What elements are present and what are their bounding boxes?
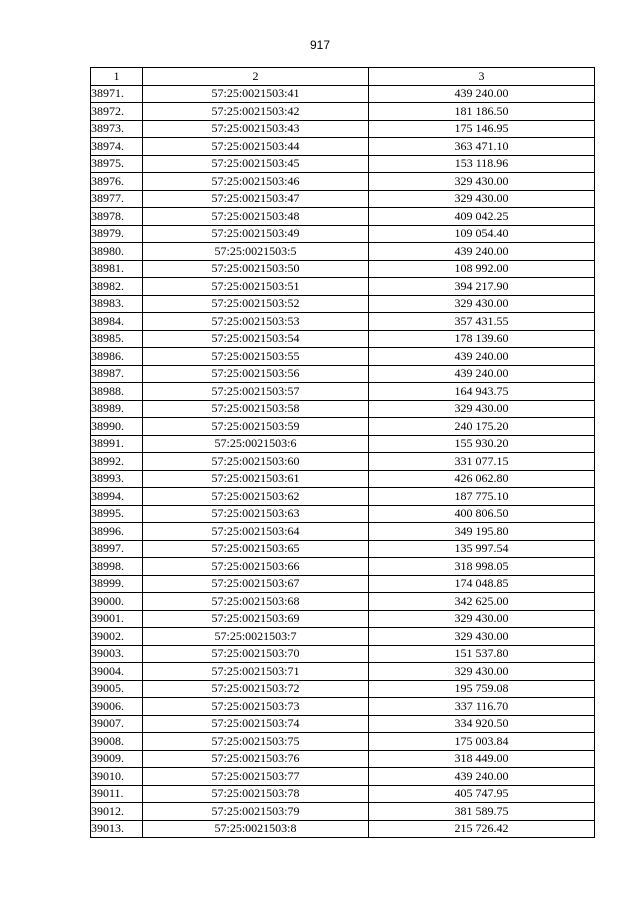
table-row [91,523,595,541]
cadastral-value-cell: 381 589.75 [369,803,595,821]
cadastral-value-cell: 349 195.80 [369,523,595,541]
cadastral-value-cell: 329 430.00 [369,663,595,681]
cadastral-number-cell: 57:25:0021503:8 [143,820,369,838]
cadastral-number-cell: 57:25:0021503:45 [143,155,369,173]
table-row [91,103,595,121]
cadastral-value-cell: 151 537.80 [369,645,595,663]
row-index-cell: 39011. [91,785,143,803]
cadastral-number-cell: 57:25:0021503:42 [143,103,369,121]
cadastral-value-cell: 439 240.00 [369,348,595,366]
cadastral-value-cell: 409 042.25 [369,208,595,226]
row-index-cell: 39012. [91,803,143,821]
cadastral-number-cell: 57:25:0021503:69 [143,610,369,628]
cadastral-value-cell: 187 775.10 [369,488,595,506]
row-index-cell: 38990. [91,418,143,436]
cadastral-value-cell: 439 240.00 [369,768,595,786]
cadastral-number-cell: 57:25:0021503:75 [143,733,369,751]
row-index-cell: 39008. [91,733,143,751]
table-row [91,225,595,243]
cadastral-number-cell: 57:25:0021503:56 [143,365,369,383]
row-index-cell: 38977. [91,190,143,208]
cadastral-number-cell: 57:25:0021503:46 [143,173,369,191]
row-index-cell: 38994. [91,488,143,506]
table-row [91,663,595,681]
cadastral-number-cell: 57:25:0021503:72 [143,680,369,698]
page-number: 917 [309,38,331,52]
table-row [91,260,595,278]
cadastral-value-cell: 405 747.95 [369,785,595,803]
row-index-cell: 38989. [91,400,143,418]
cadastral-value-cell: 155 930.20 [369,435,595,453]
cadastral-number-cell: 57:25:0021503:74 [143,715,369,733]
column-header-value: 3 [369,68,595,86]
cadastral-number-cell: 57:25:0021503:53 [143,313,369,331]
cadastral-value-cell: 331 077.15 [369,453,595,471]
table-body [91,85,595,838]
row-index-cell: 38980. [91,243,143,261]
cadastral-number-cell: 57:25:0021503:51 [143,278,369,296]
cadastral-value-cell: 439 240.00 [369,85,595,103]
cadastral-value-cell: 400 806.50 [369,505,595,523]
cadastral-number-cell: 57:25:0021503:68 [143,593,369,611]
cadastral-number-cell: 57:25:0021503:65 [143,540,369,558]
cadastral-number-cell: 57:25:0021503:6 [143,435,369,453]
row-index-cell: 39001. [91,610,143,628]
table-row [91,418,595,436]
table-row [91,330,595,348]
cadastral-number-cell: 57:25:0021503:54 [143,330,369,348]
row-index-cell: 38999. [91,575,143,593]
table-row [91,435,595,453]
cadastral-number-cell: 57:25:0021503:41 [143,85,369,103]
row-index-cell: 38998. [91,558,143,576]
table-row [91,243,595,261]
cadastral-number-cell: 57:25:0021503:49 [143,225,369,243]
cadastral-number-cell: 57:25:0021503:43 [143,120,369,138]
cadastral-value-cell: 175 146.95 [369,120,595,138]
cadastral-number-cell: 57:25:0021503:66 [143,558,369,576]
cadastral-value-cell: 329 430.00 [369,190,595,208]
table-row [91,575,595,593]
table-row [91,488,595,506]
row-index-cell: 39005. [91,680,143,698]
cadastral-number-cell: 57:25:0021503:5 [143,243,369,261]
cadastral-number-cell: 57:25:0021503:63 [143,505,369,523]
table-row [91,820,595,838]
cadastral-number-cell: 57:25:0021503:48 [143,208,369,226]
table-row [91,768,595,786]
cadastral-value-cell: 439 240.00 [369,365,595,383]
cadastral-value-cell: 108 992.00 [369,260,595,278]
cadastral-value-cell: 363 471.10 [369,138,595,156]
row-index-cell: 38985. [91,330,143,348]
row-index-cell: 38975. [91,155,143,173]
cadastral-value-cell: 334 920.50 [369,715,595,733]
row-index-cell: 38984. [91,313,143,331]
table-row [91,803,595,821]
cadastral-value-cell: 318 449.00 [369,750,595,768]
row-index-cell: 38995. [91,505,143,523]
row-index-cell: 39000. [91,593,143,611]
cadastral-value-cell: 164 943.75 [369,383,595,401]
cadastral-number-cell: 57:25:0021503:60 [143,453,369,471]
cadastral-number-cell: 57:25:0021503:7 [143,628,369,646]
cadastral-number-cell: 57:25:0021503:64 [143,523,369,541]
table-row [91,733,595,751]
table-row [91,400,595,418]
cadastral-number-cell: 57:25:0021503:67 [143,575,369,593]
cadastral-number-cell: 57:25:0021503:61 [143,470,369,488]
column-header-index: 1 [91,68,143,86]
table-row [91,540,595,558]
cadastral-number-cell: 57:25:0021503:79 [143,803,369,821]
row-index-cell: 38987. [91,365,143,383]
row-index-cell: 38982. [91,278,143,296]
row-index-cell: 39004. [91,663,143,681]
table-row [91,680,595,698]
row-index-cell: 39010. [91,768,143,786]
table-row [91,85,595,103]
row-index-cell: 38988. [91,383,143,401]
table-row [91,785,595,803]
row-index-cell: 38992. [91,453,143,471]
cadastral-value-cell: 329 430.00 [369,400,595,418]
cadastral-value-cell: 342 625.00 [369,593,595,611]
row-index-cell: 38981. [91,260,143,278]
cadastral-value-cell: 329 430.00 [369,295,595,313]
cadastral-value-cell: 337 116.70 [369,698,595,716]
table-row [91,120,595,138]
cadastral-number-cell: 57:25:0021503:57 [143,383,369,401]
row-index-cell: 39007. [91,715,143,733]
cadastral-value-cell: 178 139.60 [369,330,595,348]
table-row [91,645,595,663]
cadastral-value-cell: 135 997.54 [369,540,595,558]
cadastral-value-cell: 175 003.84 [369,733,595,751]
row-index-cell: 39006. [91,698,143,716]
cadastral-number-cell: 57:25:0021503:52 [143,295,369,313]
table-header-row [91,68,595,86]
cadastral-value-cell: 174 048.85 [369,575,595,593]
table-row [91,698,595,716]
table-row [91,138,595,156]
row-index-cell: 39003. [91,645,143,663]
cadastral-number-cell: 57:25:0021503:71 [143,663,369,681]
table-row [91,383,595,401]
table-row [91,365,595,383]
cadastral-value-cell: 181 186.50 [369,103,595,121]
table-row [91,470,595,488]
cadastral-value-cell: 329 430.00 [369,628,595,646]
cadastral-number-cell: 57:25:0021503:77 [143,768,369,786]
row-index-cell: 39013. [91,820,143,838]
row-index-cell: 38978. [91,208,143,226]
table-row [91,453,595,471]
row-index-cell: 38976. [91,173,143,191]
row-index-cell: 38986. [91,348,143,366]
cadastral-value-cell: 426 062.80 [369,470,595,488]
table-row [91,208,595,226]
table-row [91,610,595,628]
cadastral-number-cell: 57:25:0021503:50 [143,260,369,278]
row-index-cell: 39009. [91,750,143,768]
column-header-cadastral-number: 2 [143,68,369,86]
table-row [91,348,595,366]
cadastral-value-cell: 329 430.00 [369,173,595,191]
cadastral-value-cell: 215 726.42 [369,820,595,838]
row-index-cell: 38997. [91,540,143,558]
cadastral-number-cell: 57:25:0021503:70 [143,645,369,663]
table-row [91,715,595,733]
cadastral-number-cell: 57:25:0021503:76 [143,750,369,768]
cadastral-value-cell: 240 175.20 [369,418,595,436]
table-row [91,505,595,523]
table-row [91,593,595,611]
cadastral-number-cell: 57:25:0021503:55 [143,348,369,366]
cadastral-number-cell: 57:25:0021503:62 [143,488,369,506]
cadastral-number-cell: 57:25:0021503:59 [143,418,369,436]
cadastral-number-cell: 57:25:0021503:47 [143,190,369,208]
cadastral-value-table [90,67,595,838]
row-index-cell: 38993. [91,470,143,488]
row-index-cell: 38972. [91,103,143,121]
table-row [91,750,595,768]
cadastral-number-cell: 57:25:0021503:58 [143,400,369,418]
row-index-cell: 38974. [91,138,143,156]
table-row [91,628,595,646]
cadastral-value-cell: 153 118.96 [369,155,595,173]
cadastral-number-cell: 57:25:0021503:44 [143,138,369,156]
table-row [91,278,595,296]
row-index-cell: 38973. [91,120,143,138]
row-index-cell: 38979. [91,225,143,243]
table-row [91,190,595,208]
cadastral-value-cell: 329 430.00 [369,610,595,628]
cadastral-number-cell: 57:25:0021503:73 [143,698,369,716]
cadastral-value-cell: 109 054.40 [369,225,595,243]
cadastral-value-cell: 394 217.90 [369,278,595,296]
cadastral-value-cell: 439 240.00 [369,243,595,261]
cadastral-value-cell: 318 998.05 [369,558,595,576]
table-row [91,558,595,576]
cadastral-number-cell: 57:25:0021503:78 [143,785,369,803]
cadastral-value-cell: 357 431.55 [369,313,595,331]
row-index-cell: 38971. [91,85,143,103]
row-index-cell: 39002. [91,628,143,646]
table-row [91,173,595,191]
row-index-cell: 38991. [91,435,143,453]
table-row [91,313,595,331]
row-index-cell: 38996. [91,523,143,541]
row-index-cell: 38983. [91,295,143,313]
cadastral-value-cell: 195 759.08 [369,680,595,698]
table-row [91,155,595,173]
table-row [91,295,595,313]
